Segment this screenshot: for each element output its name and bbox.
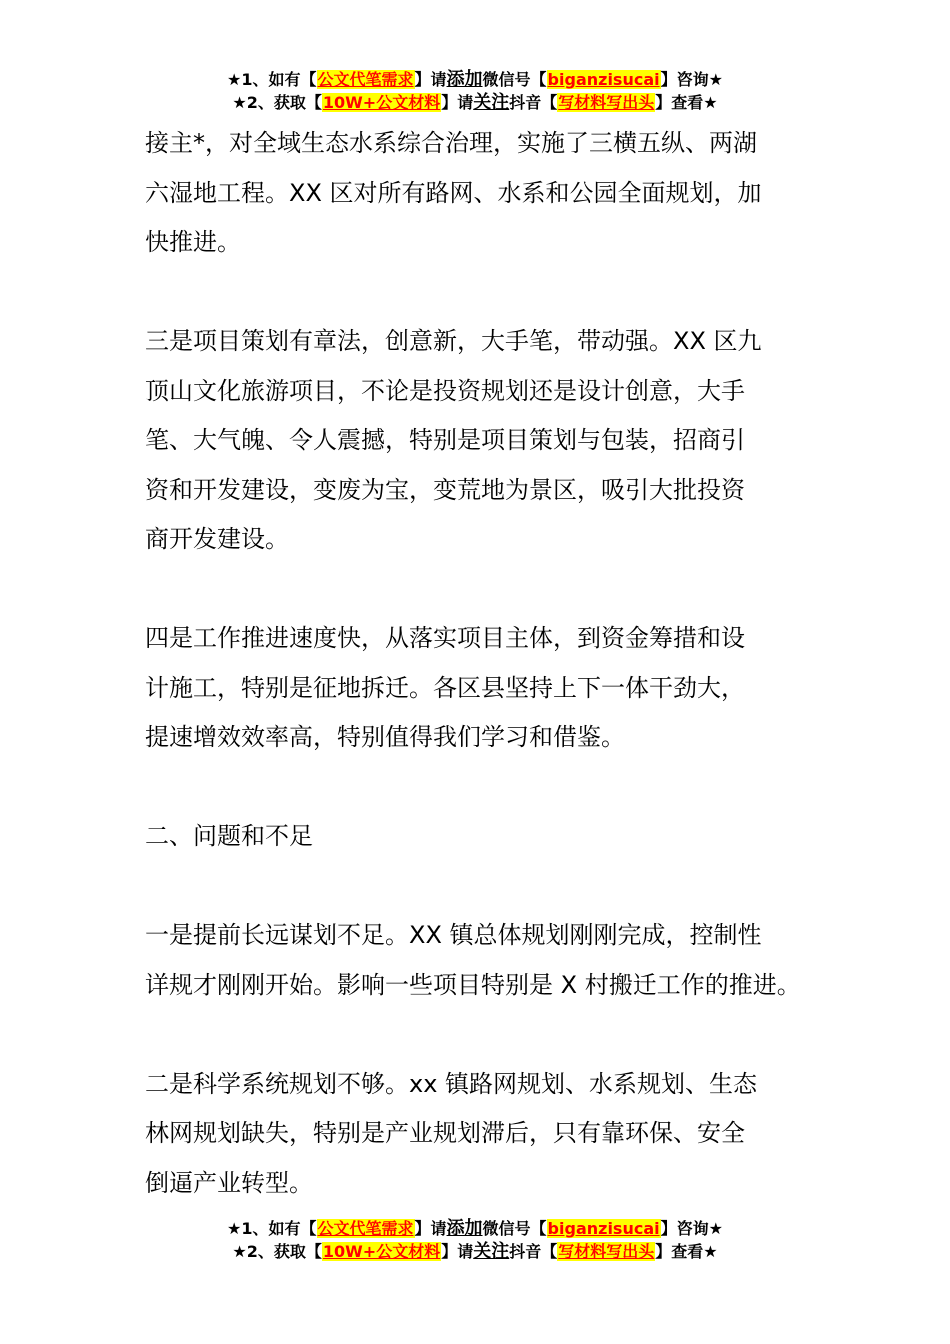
section-heading <box>145 812 825 862</box>
text-line: 六湿地工程。XX 区对所有路网、水系和公园全面规划，加 <box>145 178 762 207</box>
banner-text: 】查看★ <box>655 1242 718 1261</box>
banner-text: 微信号【 <box>482 70 547 89</box>
banner-emphasis: 添加 <box>446 1218 483 1239</box>
banner-emphasis: 关注 <box>473 92 510 113</box>
text-line: 一是提前长远谋划不足。XX 镇总体规划刚刚完成，控制性 <box>145 921 762 949</box>
banner-douyin-id: 写材料写出头 <box>558 93 655 112</box>
banner-text: ★1、如有【 <box>227 70 317 89</box>
text-line: 林网规划缺失，特别是产业规划滞后，只有靠环保、安全 <box>145 1119 745 1147</box>
banner-text: 抖音【 <box>509 1242 558 1261</box>
text-line: 笔、大气魄、令人震撼，特别是项目策划与包装，招商引 <box>145 426 745 454</box>
banner-wechat-id: biganzisucai <box>547 70 660 89</box>
paragraph-5 <box>145 1060 825 1209</box>
banner-highlight: 公文代笔需求 <box>317 1219 414 1238</box>
banner-text: ★2、获取【 <box>232 1242 322 1261</box>
text-line: 快推进。 <box>145 228 241 256</box>
banner-text: 】请 <box>441 93 474 112</box>
banner-douyin-id: 写材料写出头 <box>558 1242 655 1261</box>
banner-line-2 <box>0 1240 950 1263</box>
header-banner <box>0 68 950 114</box>
banner-highlight: 10W+公文材料 <box>322 93 441 112</box>
banner-text: 微信号【 <box>482 1219 547 1238</box>
footer-banner <box>0 1217 950 1263</box>
text-line: 商开发建设。 <box>145 525 289 553</box>
paragraph-1 <box>145 119 825 268</box>
banner-line-1 <box>0 1217 950 1240</box>
banner-emphasis: 添加 <box>446 69 483 90</box>
banner-highlight: 公文代笔需求 <box>317 70 414 89</box>
paragraph-2 <box>145 317 825 565</box>
text-line: 三是项目策划有章法，创意新，大手笔，带动强。XX 区九 <box>145 327 762 355</box>
banner-text: 】请 <box>414 70 447 89</box>
banner-emphasis: 关注 <box>473 1241 510 1262</box>
banner-text: ★1、如有【 <box>227 1219 317 1238</box>
text-line: 计施工，特别是征地拆迁。各区县坚持上下一体干劲大， <box>145 673 745 702</box>
text-line: 详规才刚刚开始。影响一些项目特别是 X 村搬迁工作的推进。 <box>145 970 801 999</box>
banner-text: ★2、获取【 <box>232 93 322 112</box>
text-line: 四是工作推进速度快，从落实项目主体，到资金筹措和设 <box>145 624 745 652</box>
text-line: 顶山文化旅游项目，不论是投资规划还是设计创意，大手 <box>145 376 745 405</box>
text-line: 提速增效效率高，特别值得我们学习和借鉴。 <box>145 723 625 751</box>
banner-text: 】请 <box>441 1242 474 1261</box>
text-line: 资和开发建设，变废为宝，变荒地为景区，吸引大批投资 <box>145 475 745 504</box>
banner-wechat-id: biganzisucai <box>547 1219 660 1238</box>
paragraph-4 <box>145 911 825 1010</box>
banner-line-1 <box>0 68 950 91</box>
text-line: 二是科学系统规划不够。xx 镇路网规划、水系规划、生态 <box>145 1069 758 1098</box>
banner-text: 抖音【 <box>509 93 558 112</box>
banner-highlight: 10W+公文材料 <box>322 1242 441 1261</box>
paragraph-3 <box>145 614 825 763</box>
text-line: 接主*，对全域生态水系综合治理，实施了三横五纵、两湖 <box>145 129 757 157</box>
text-line: 倒逼产业转型。 <box>145 1168 313 1197</box>
banner-text: 】咨询★ <box>660 70 723 89</box>
heading-text: 二、问题和不足 <box>145 822 313 850</box>
banner-line-2 <box>0 91 950 114</box>
document-body <box>145 119 825 1208</box>
banner-text: 】咨询★ <box>660 1219 723 1238</box>
banner-text: 】查看★ <box>655 93 718 112</box>
banner-text: 】请 <box>414 1219 447 1238</box>
